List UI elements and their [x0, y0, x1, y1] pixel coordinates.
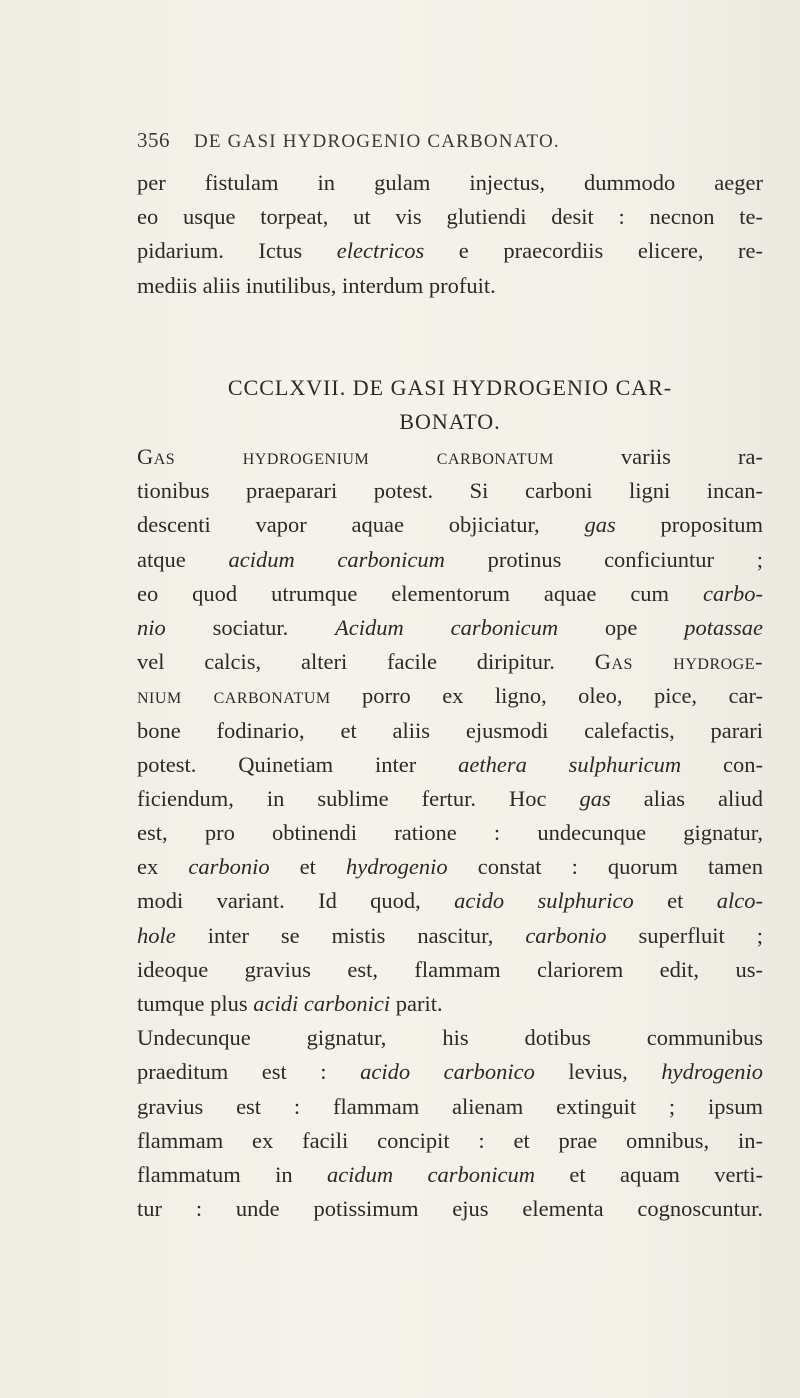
text-line: tumque plus acidi carbonici parit. — [137, 991, 443, 1016]
page-number: 356 — [137, 128, 170, 152]
text-line: flammam ex facili concipit : et prae omnibus, in- — [137, 1127, 763, 1153]
text-line: nium carbonatum porro ex ligno, oleo, pice, car- — [137, 683, 763, 709]
text-line: ideoque gravius est, flammam clariorem edit, us- — [137, 956, 763, 982]
text-line: descenti vapor aquae objiciatur, gas propositum — [137, 512, 763, 538]
section-heading-line: CCCLXVII. DE GASI HYDROGENIO CAR- — [227, 375, 673, 400]
text-line: modi variant. Id quod, acido sulphurico et alco- — [137, 888, 763, 914]
text-line: hole inter se mistis nascitur, carbonio superfluit ; — [137, 922, 763, 948]
paragraph-1 — [137, 166, 763, 303]
text-line: praeditum est : acido carbonico levius, hydrogenio — [137, 1059, 763, 1085]
text-line: est, pro obtinendi ratione : undecunque gignatur, — [137, 820, 763, 846]
text-line: gravius est : flammam alienam extinguit ; ipsum — [137, 1093, 763, 1119]
text-line: atque acidum carbonicum protinus conficiuntur ; — [137, 546, 764, 572]
text-line: tionibus praeparari potest. Si carboni ligni incan- — [137, 478, 763, 504]
text-line: Undecunque gignatur, his dotibus communibus — [137, 1025, 763, 1051]
text-line: flammatum in acidum carbonicum et aquam verti- — [137, 1161, 764, 1187]
text-line: ficiendum, in sublime fertur. Hoc gas alias aliud — [137, 785, 763, 811]
text-line: potest. Quinetiam inter aethera sulphuricum con- — [137, 751, 763, 777]
text-line: mediis aliis inutilibus, interdum profuit. — [137, 272, 496, 298]
text-line: pidarium. Ictus electricos e praecordiis elicere, re- — [137, 238, 763, 264]
text-line: bone fodinario, et aliis ejusmodi calefactis, parari — [137, 717, 763, 743]
text-line: eo quod utrumque elementorum aquae cum carbo- — [137, 580, 763, 606]
paragraph-2 — [137, 440, 763, 1226]
text-line: eo usque torpeat, ut vis glutiendi desit : necnon te- — [137, 204, 763, 230]
text-line: per fistulam in gulam injectus, dummodo aeger — [137, 170, 763, 195]
section-heading — [137, 371, 763, 439]
running-header — [137, 128, 737, 156]
section-heading-line: BONATO. — [399, 409, 501, 434]
text-line: tur : unde potissimum ejus elementa cognoscuntur. — [137, 1196, 763, 1222]
text-line: vel calcis, alteri facile diripitur. Gas hydroge- — [137, 649, 763, 675]
text-line: Gas hydrogenium carbonatum variis ra- — [137, 444, 763, 469]
text-line: ex carbonio et hydrogenio constat : quorum tamen — [137, 854, 763, 880]
running-title: DE GASI HYDROGENIO CARBONATO. — [193, 131, 560, 152]
text-line: nio sociatur. Acidum carbonicum ope potassae — [137, 614, 763, 640]
